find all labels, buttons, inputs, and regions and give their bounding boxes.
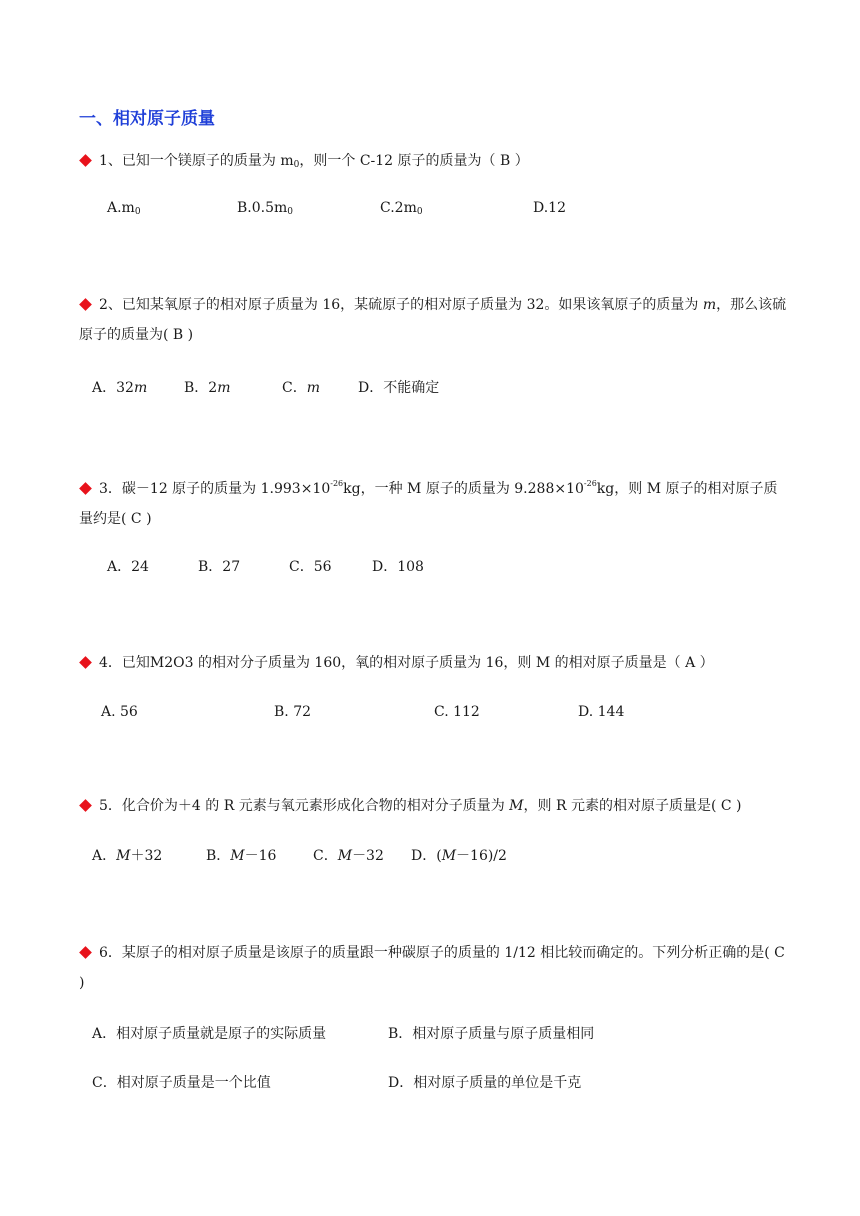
option-b: B．27	[198, 559, 241, 575]
option-c: C. 112	[434, 704, 480, 720]
subscript: 0	[293, 160, 300, 170]
diamond-bullet-icon	[79, 482, 92, 495]
option-b: $B.0.5m_0$	[237, 200, 294, 217]
question-1	[79, 146, 789, 180]
option-c: C．相对原子质量是一个比值	[92, 1075, 271, 1091]
option-a: A．32m	[92, 380, 148, 396]
option-c: C．56	[289, 559, 332, 575]
exponent: -26	[330, 479, 344, 488]
option-a: A．相对原子质量就是原子的实际质量	[92, 1026, 327, 1042]
option-a: $A.m_0$	[107, 200, 141, 217]
option-b: B．M－16	[206, 848, 277, 864]
option-d: D．相对原子质量的单位是千克	[388, 1075, 582, 1091]
option-c: $C.2m_0$	[380, 200, 423, 217]
option-b: B. 72	[274, 704, 312, 720]
exponent: -26	[583, 479, 597, 488]
diamond-bullet-icon	[79, 799, 92, 812]
option-b: B．2m	[184, 380, 231, 396]
option-d: D. 144	[578, 704, 625, 720]
option-d: D．不能确定	[358, 380, 440, 396]
diamond-bullet-icon	[79, 298, 92, 311]
question-1-stem-b: ，则一个 C-12 原子的质量为（ B ）	[299, 153, 529, 169]
diamond-bullet-icon	[79, 946, 92, 959]
section-title: 一、相对原子质量	[79, 109, 215, 129]
option-d: D.12	[533, 200, 566, 216]
diamond-bullet-icon	[79, 656, 92, 669]
question-3: 3．碳－12 原子的质量为 $1.993\times 10^{-26}kg$，一种 M 原子的质量为 $9.288\times 10^{-26}kg$，则 M 原子的相对原子质量约是( C )	[79, 479, 778, 527]
option-a: A. 56	[101, 704, 138, 720]
question-6: 6．某原子的相对原子质量是该原子的质量跟一种碳原子的质量的 1/12 相比较而确定的。下列分析正确的是( C )	[79, 945, 785, 991]
option-a: A．M＋32	[92, 848, 163, 864]
option-d: D．108	[372, 559, 424, 575]
option-c: C．M－32	[313, 848, 384, 864]
option-d: D．(M－16)/2	[411, 848, 507, 864]
question-4: 4．已知M2O3 的相对分子质量为 160，氧的相对原子质量为 16，则 M 的相对原子质量是（ A ）	[79, 648, 789, 678]
question-2: 2、已知某氧原子的相对原子质量为 16，某硫原子的相对原子质量为 32。如果该氧原子的质量为 m，那么该硫原子的质量为( B )	[79, 297, 787, 343]
question-5: 5．化合价为＋4 的 R 元素与氧元素形成化合物的相对分子质量为 M，则 R 元素的相对原子质量是( C )	[79, 791, 789, 821]
diamond-bullet-icon	[79, 154, 92, 167]
option-c: C．m	[282, 380, 320, 396]
question-1-stem-a: 1、已知一个镁原子的质量为 m	[99, 153, 294, 169]
option-a: A．24	[107, 559, 149, 575]
option-b: B．相对原子质量与原子质量相同	[388, 1026, 595, 1042]
